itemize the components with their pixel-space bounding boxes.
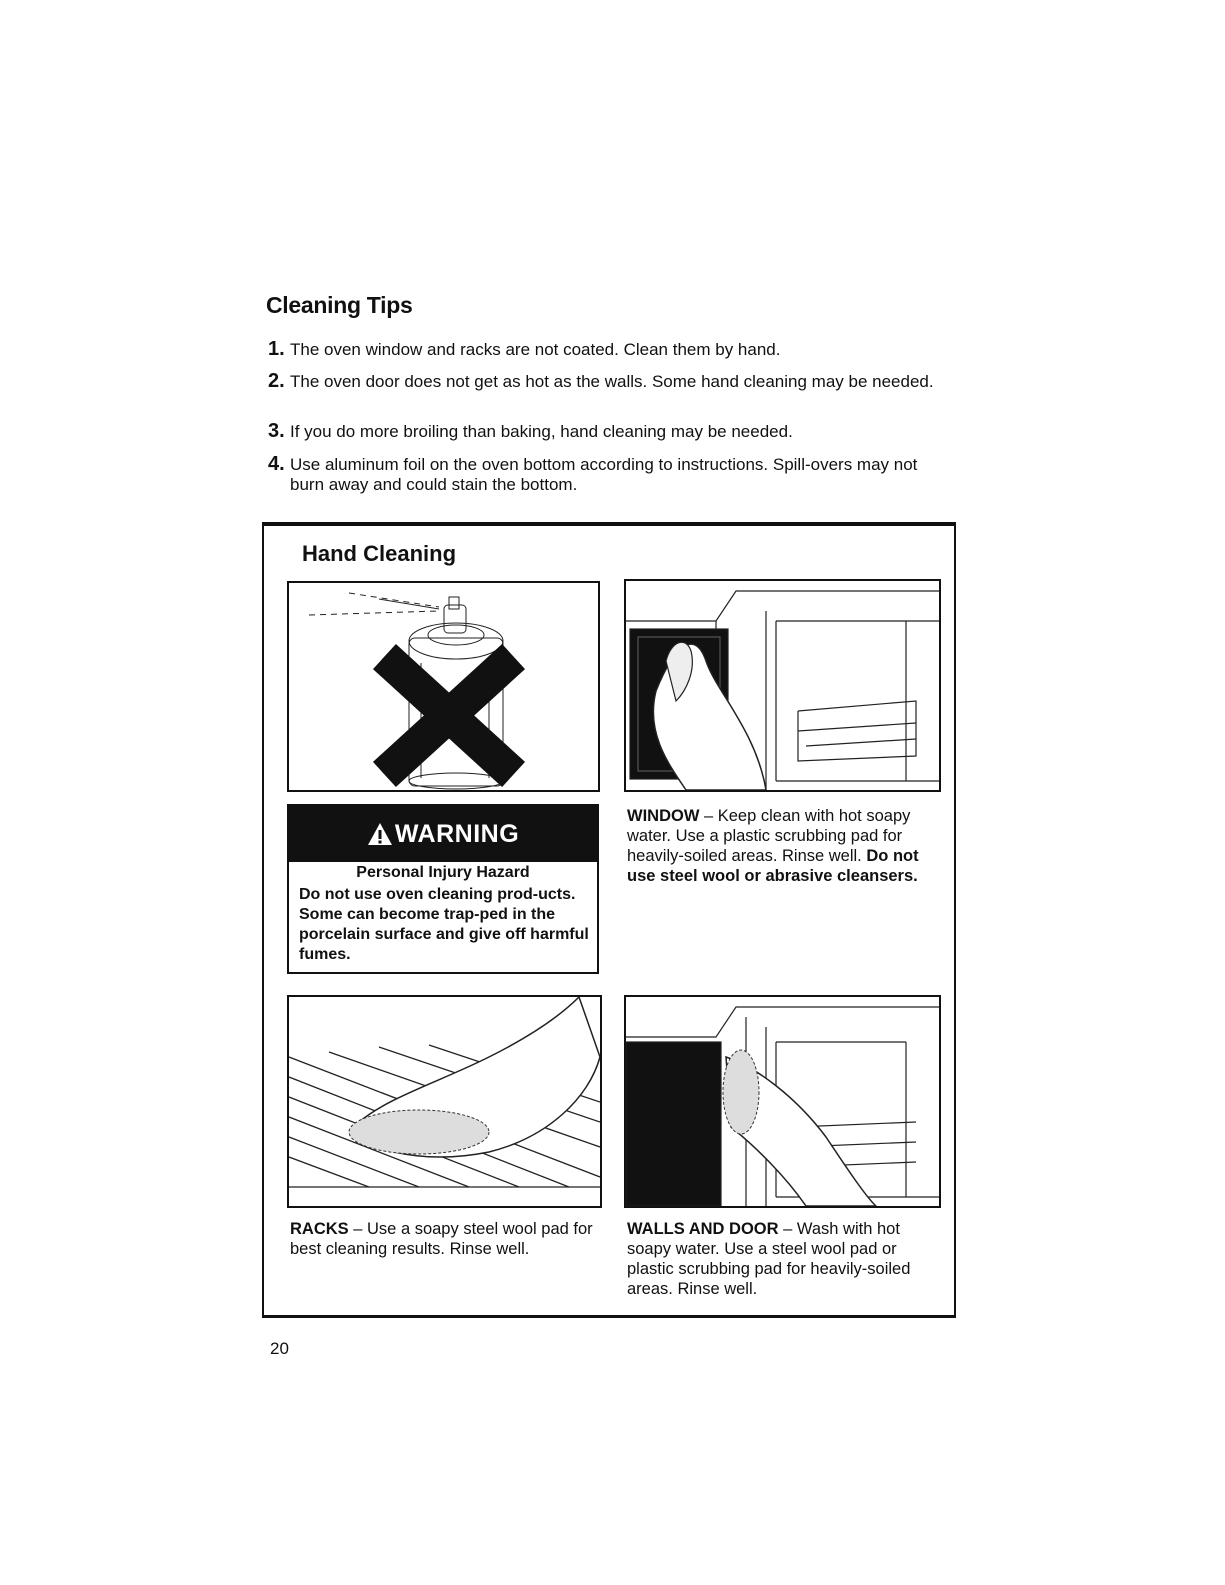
window-cleaning-illustration (624, 579, 941, 792)
window-caption (627, 806, 942, 886)
hand-cleaning-title: Hand Cleaning (302, 541, 457, 566)
warning-triangle-icon (367, 822, 393, 846)
tip-text: Use aluminum foil on the oven bottom according to instructions. Spill-overs may not burn away and could stain the bottom. (290, 455, 918, 494)
walls-and-door-cleaning-illustration (624, 995, 941, 1208)
page-title: Cleaning Tips (266, 292, 413, 318)
racks-text: – Use a soapy steel wool pad for best cleaning results. Rinse well. (290, 1220, 593, 1258)
tip-item-1 (268, 340, 948, 360)
warning-label: WARNING (394, 819, 520, 848)
tip-item-4 (268, 455, 948, 495)
racks-label: RACKS (290, 1220, 349, 1238)
tip-number: 4. (268, 453, 285, 475)
tip-item-3 (268, 422, 948, 442)
tip-number: 1. (268, 338, 285, 360)
window-text: – Keep clean with hot soapy water. Use a plastic scrubbing pad for heavily-soiled areas. Rinse well. (627, 807, 911, 865)
crossed-spray-can-icon (289, 583, 598, 790)
walls-and-door-label: WALLS AND DOOR (627, 1220, 779, 1238)
walls-and-door-caption (627, 1219, 942, 1299)
crossed-spray-can-illustration (287, 581, 600, 792)
tip-item-2 (268, 372, 948, 392)
tip-number: 2. (268, 370, 285, 392)
warning-body: Do not use oven cleaning prod-ucts. Some can become trap-ped in the porcelain surface and give off harmful fumes. (299, 886, 589, 963)
tip-text: The oven door does not get as hot as the walls. Some hand cleaning may be needed. (290, 372, 934, 391)
page-number: 20 (270, 1339, 289, 1358)
racks-caption (290, 1219, 595, 1259)
warning-header (289, 806, 597, 862)
walls-and-door-text: – Wash with hot soapy water. Use a steel wool pad or plastic scrubbing pad for heavily-soiled areas. Rinse well. (627, 1220, 911, 1298)
tip-text: The oven window and racks are not coated. Clean them by hand. (290, 340, 781, 359)
window-label: WINDOW (627, 807, 700, 825)
tip-number: 3. (268, 420, 285, 442)
warning-subtitle: Personal Injury Hazard (356, 864, 530, 881)
window-emphasis: Do not use steel wool or abrasive cleansers. (627, 847, 919, 885)
warning-box (287, 804, 599, 974)
tip-text: If you do more broiling than baking, hand cleaning may be needed. (290, 422, 793, 441)
racks-cleaning-illustration (287, 995, 602, 1208)
